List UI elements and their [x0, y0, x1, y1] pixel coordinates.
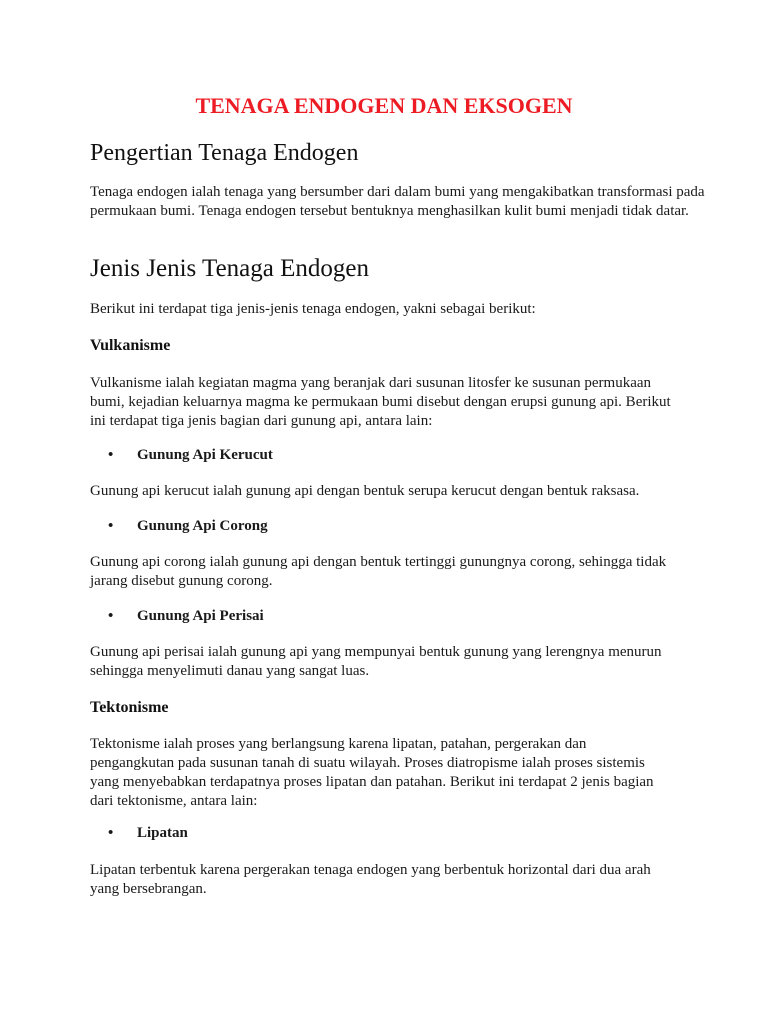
paragraph-tektonisme: Tektonisme ialah proses yang berlangsung karena lipatan, patahan, pergerakan dan pengangkutan pada susunan tanah di suatu wilayah. Proses diatropisme ialah proses sistemis yang menyebabkan terdapatnya proses lipatan dan patahan. Berikut ini terdapat 2 jenis bagian dari tektonisme, antara lain:	[90, 736, 654, 809]
list-item-label: Gunung Api Corong	[137, 518, 268, 534]
paragraph-corong: Gunung api corong ialah gunung api dengan bentuk tertinggi gunungnya corong, sehingga tidak jarang disebut gunung corong.	[90, 554, 667, 589]
list-item-label: Lipatan	[137, 825, 188, 841]
bullet-icon: •	[108, 447, 114, 463]
paragraph-perisai: Gunung api perisai ialah gunung api yang mempunyai bentuk gunung yang lerengnya menurun sehingga menyelimuti danau yang sangat luas.	[90, 644, 662, 679]
paragraph-jenis: Berikut ini terdapat tiga jenis-jenis tenaga endogen, yakni sebagai berikut:	[90, 301, 536, 317]
list-item-kerucut	[108, 445, 273, 465]
heading-pengertian: Pengertian Tenaga Endogen	[90, 140, 359, 166]
bullet-icon: •	[108, 518, 114, 534]
list-item-label: Gunung Api Kerucut	[137, 447, 273, 463]
paragraph-kerucut: Gunung api kerucut ialah gunung api dengan bentuk serupa kerucut dengan bentuk raksasa.	[90, 483, 640, 499]
heading-vulkanisme: Vulkanisme	[90, 337, 171, 354]
heading-jenis: Jenis Jenis Tenaga Endogen	[90, 255, 369, 282]
paragraph-vulkanisme: Vulkanisme ialah kegiatan magma yang beranjak dari susunan litosfer ke susunan permukaan bumi, kejadian keluarnya magma ke permukaan bumi disebut dengan erupsi gunung api. Berikut ini terdapat tiga jenis bagian dari gunung api, antara lain:	[90, 375, 671, 429]
list-item-label: Gunung Api Perisai	[137, 608, 264, 624]
list-item-lipatan	[108, 823, 188, 843]
document-title: TENAGA ENDOGEN DAN EKSOGEN	[195, 93, 573, 118]
list-item-corong	[108, 516, 268, 536]
paragraph-lipatan: Lipatan terbentuk karena pergerakan tenaga endogen yang berbentuk horizontal dari dua arah yang bersebrangan.	[90, 862, 651, 897]
heading-tektonisme: Tektonisme	[90, 699, 169, 716]
paragraph-pengertian: Tenaga endogen ialah tenaga yang bersumber dari dalam bumi yang mengakibatkan transformasi pada permukaan bumi. Tenaga endogen tersebut bentuknya menghasilkan kulit bumi menjadi tidak datar.	[90, 184, 705, 219]
bullet-icon: •	[108, 825, 114, 841]
list-item-perisai	[108, 606, 264, 626]
bullet-icon: •	[108, 608, 114, 624]
